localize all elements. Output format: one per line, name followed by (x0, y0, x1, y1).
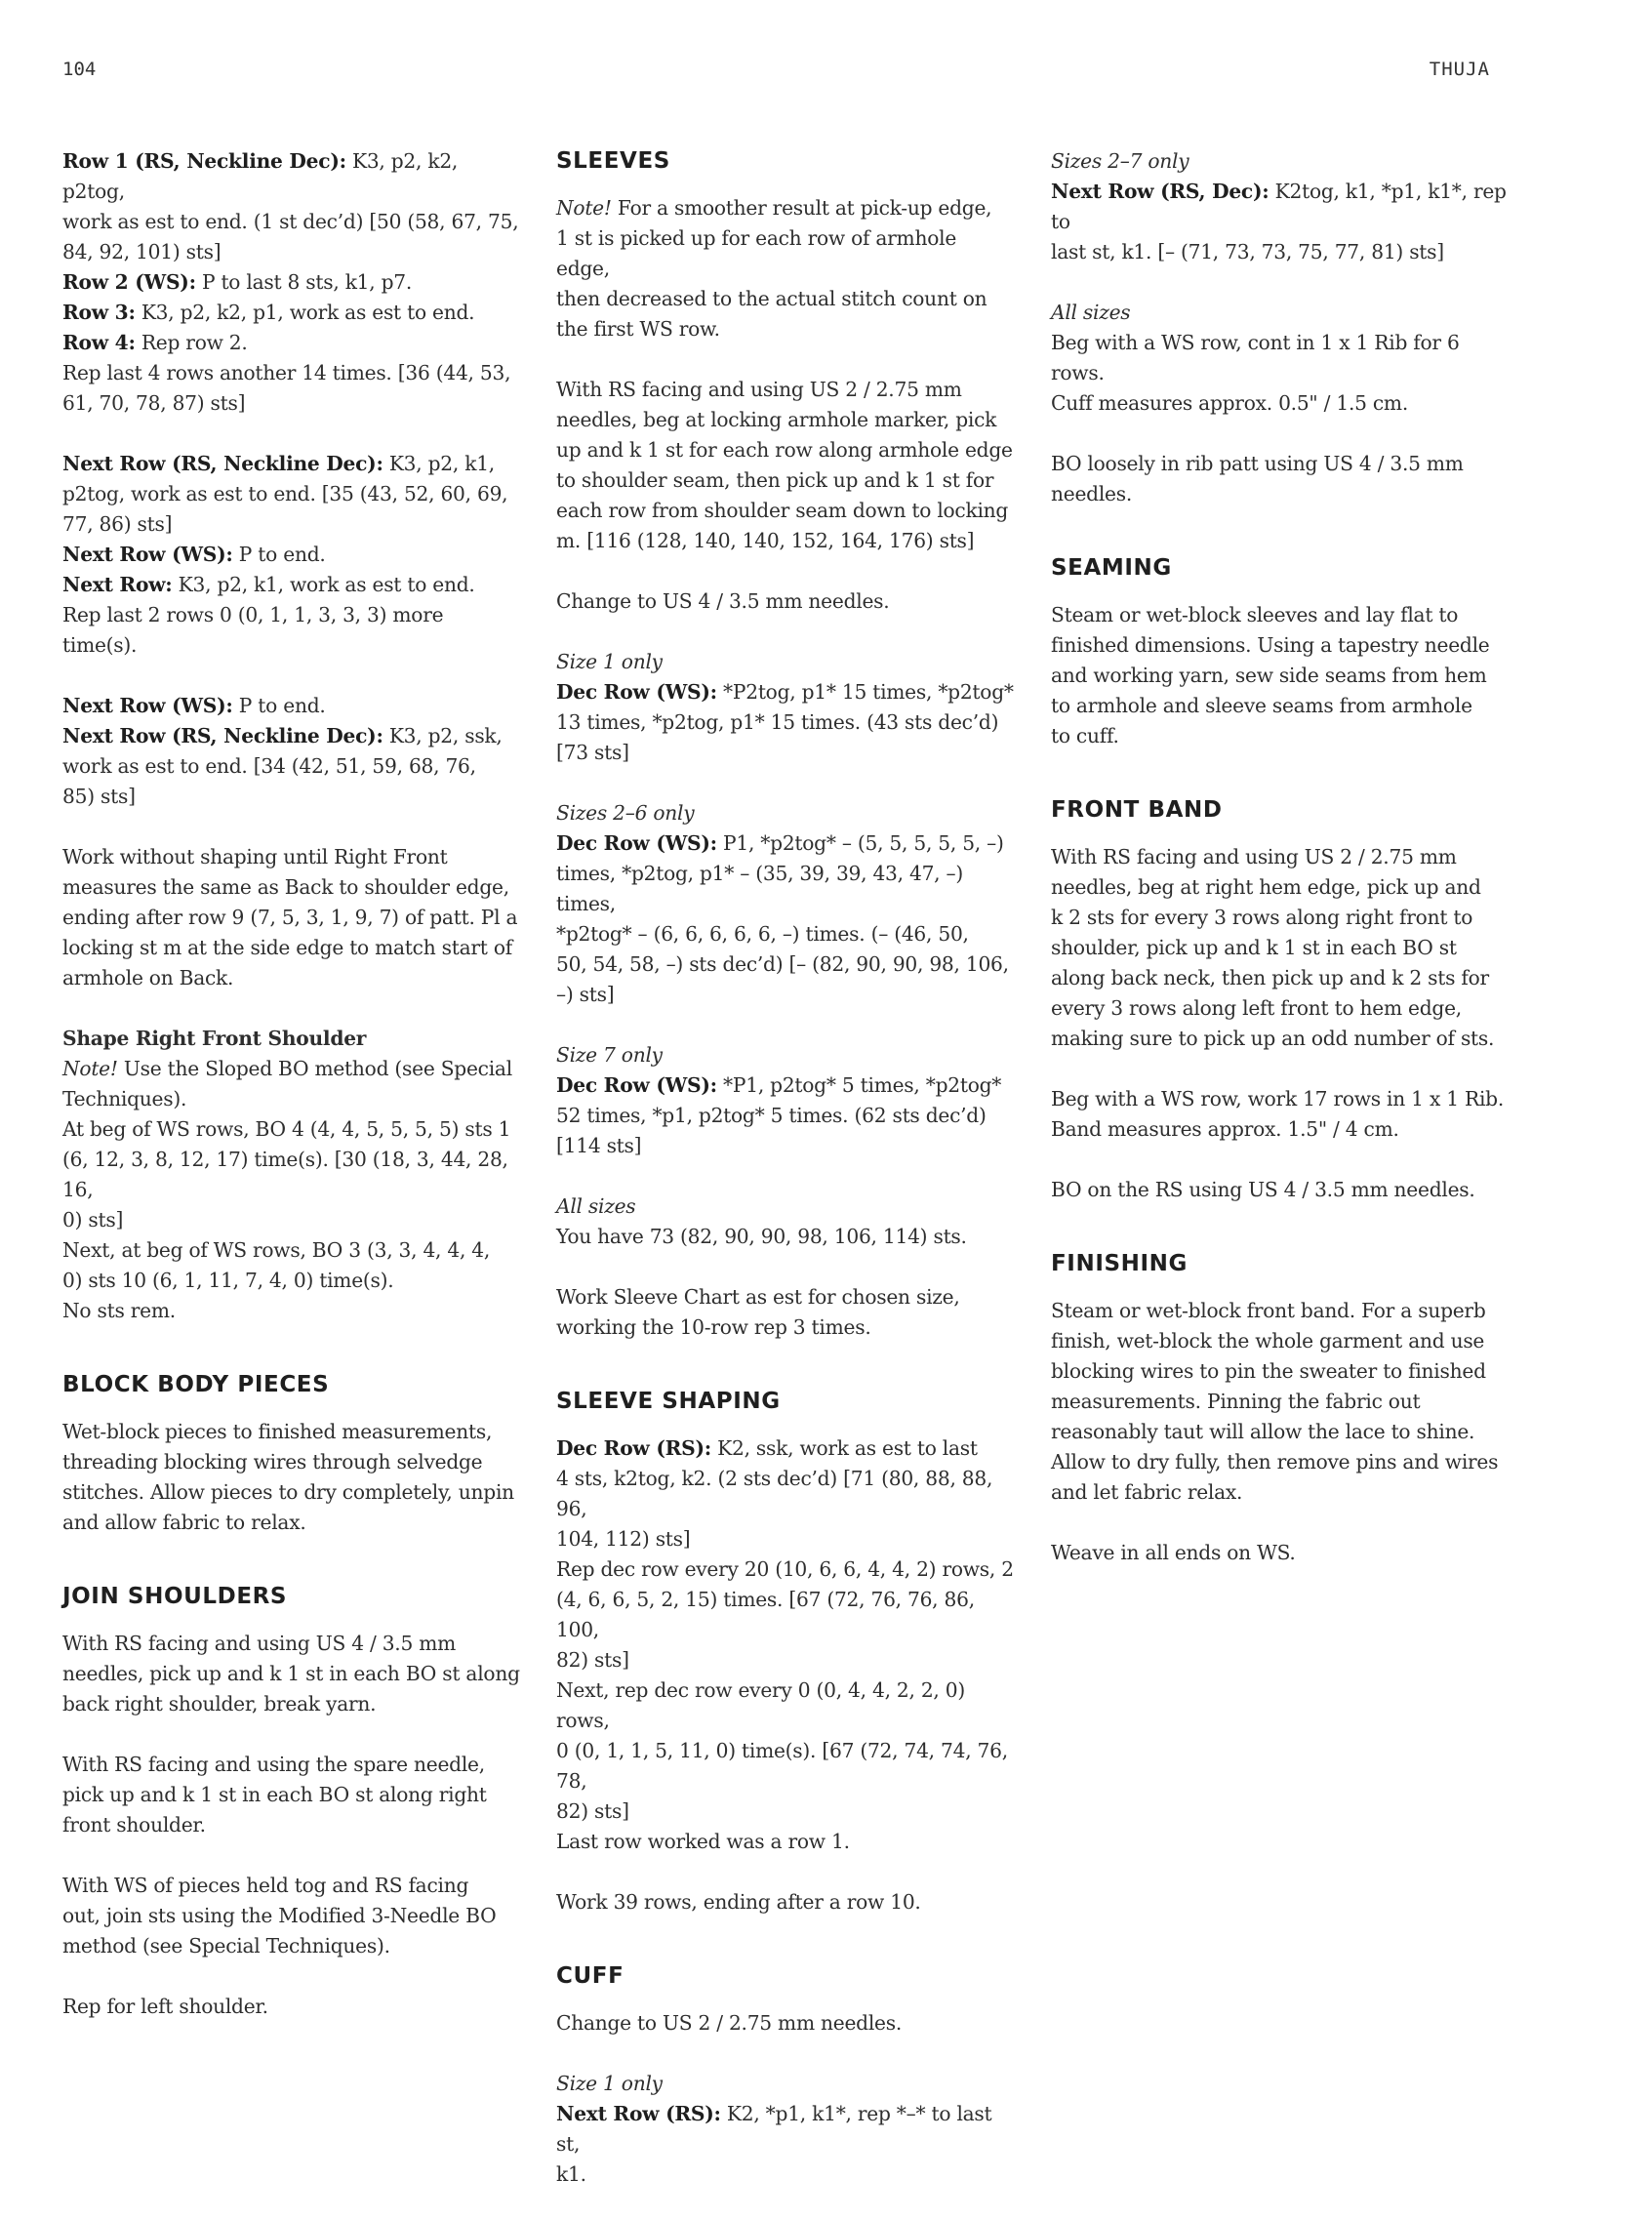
next-row-text: 77, 86) sts] (62, 512, 173, 536)
sleeve-shaping-paragraph (556, 1433, 1015, 1857)
note-text: For a smoother result at pick-up edge, (611, 196, 992, 220)
text-line: threading blocking wires through selvedge (62, 1450, 483, 1473)
size-label: Sizes 2–6 only (556, 801, 695, 825)
text-line: blocking wires to pin the sweater to finished (1051, 1359, 1486, 1383)
text-line: m. [116 (128, 140, 140, 152, 164, 176) sts] (556, 529, 975, 552)
row1-text: K3, p2, k2, p2tog, (62, 149, 459, 203)
size-label: Sizes 2–7 only (1051, 149, 1189, 173)
text-line: the first WS row. (556, 317, 720, 341)
text-line: (6, 12, 3, 8, 12, 17) time(s). [30 (18, 3, 44, 28, 16, (62, 1148, 508, 1201)
section-heading: JOIN SHOULDERS (62, 1584, 288, 1609)
join-paragraph-3 (62, 1871, 521, 1961)
text-line: to armhole and sleeve seams from armhole (1051, 694, 1472, 717)
text-line: 0 (0, 1, 1, 5, 11, 0) time(s). [67 (72, 74, 74, 76, 78, (556, 1739, 1008, 1793)
text-line: to shoulder seam, then pick up and k 1 st for (556, 468, 994, 492)
text-line: Change to US 2 / 2.75 mm needles. (556, 2011, 903, 2035)
text-line: Work 39 rows, ending after a row 10. (556, 1890, 921, 1914)
next-row-text: K2, *p1, k1*, rep *–* to last st, (556, 2102, 992, 2156)
size-2-6-section (556, 798, 1015, 1010)
work-paragraph (62, 842, 521, 993)
column-3 (1051, 146, 1510, 1598)
size-label: All sizes (1051, 301, 1131, 324)
next-row-label: Next Row (WS): (62, 694, 233, 717)
next-rows-1 (62, 449, 521, 661)
work-rows-paragraph (556, 1887, 1015, 1917)
text-line: stitches. Allow pieces to dry completely, unpin (62, 1480, 514, 1504)
text-line: k 2 sts for every 3 rows along right front to (1051, 906, 1473, 929)
text-line: Rep dec row every 20 (10, 6, 6, 4, 4, 2) rows, 2 (556, 1557, 1014, 1581)
text-line: shoulder, pick up and k 1 st in each BO st (1051, 936, 1457, 959)
row2-label: Row 2 (WS): (62, 270, 196, 294)
text-line: [73 sts] (556, 741, 629, 764)
row4-label: Row 4: (62, 331, 136, 354)
text-line: and let fabric relax. (1051, 1480, 1243, 1504)
text-line: Last row worked was a row 1. (556, 1830, 850, 1853)
cuff-all-sizes (1051, 298, 1510, 419)
dec-row-text: P1, *p2tog* – (5, 5, 5, 5, 5, –) (716, 831, 1004, 855)
size-label: Size 7 only (556, 1043, 663, 1067)
dec-row-label: Dec Row (WS): (556, 1073, 717, 1097)
text-line: You have 73 (82, 90, 90, 98, 106, 114) sts. (556, 1225, 967, 1248)
next-row-text: K3, p2, k1, (383, 452, 495, 475)
text-line: needles, beg at locking armhole marker, pick (556, 408, 997, 431)
text-line: needles. (1051, 482, 1132, 505)
text-line: With RS facing and using US 4 / 3.5 mm (62, 1632, 457, 1655)
text-line: (4, 6, 6, 5, 2, 15) times. [67 (72, 76, 76, 86, 100, (556, 1588, 975, 1641)
next-row-text: K3, p2, k1, work as est to end. (172, 573, 475, 596)
note-text: Use the Sloped BO method (see Special (117, 1057, 512, 1080)
text-line: BO loosely in rib patt using US 4 / 3.5 mm (1051, 452, 1464, 475)
text-line: BO on the RS using US 4 / 3.5 mm needles. (1051, 1178, 1475, 1201)
section-heading: SEAMING (1051, 555, 1172, 581)
size-7-section (556, 1040, 1015, 1161)
text-line: back right shoulder, break yarn. (62, 1692, 377, 1715)
next-row-text: p2tog, work as est to end. [35 (43, 52, 60, 69, (62, 482, 508, 505)
seaming-paragraph (1051, 600, 1510, 751)
next-row-label: Next Row (RS): (556, 2102, 721, 2125)
text-line: Band measures approx. 1.5" / 4 cm. (1051, 1117, 1399, 1141)
text-line: With RS facing and using the spare needle, (62, 1753, 485, 1776)
next-row-text: 85) sts] (62, 785, 136, 808)
text-line: working the 10-row rep 3 times. (556, 1315, 871, 1339)
text-line: k1. (556, 2162, 586, 2186)
column-2 (556, 146, 1015, 2220)
front-band-paragraph-2 (1051, 1084, 1510, 1145)
text-line: 52 times, *p1, p2tog* 5 times. (62 sts dec’d) (556, 1104, 987, 1127)
finishing-paragraph (1051, 1296, 1510, 1508)
next-row-label: Next Row (RS, Neckline Dec): (62, 452, 383, 475)
shape-shoulder-section (62, 1024, 521, 1326)
row1-text-c: 84, 92, 101) sts] (62, 240, 222, 263)
text-line: 1 st is picked up for each row of armhole edge, (556, 226, 957, 280)
text-line: making sure to pick up an odd number of sts. (1051, 1027, 1495, 1050)
text-line: ending after row 9 (7, 5, 3, 1, 9, 7) of patt. Pl a (62, 906, 518, 929)
sleeve-chart-paragraph (556, 1282, 1015, 1343)
next-row-label: Next Row: (62, 573, 173, 596)
text-line: Work Sleeve Chart as est for chosen size, (556, 1285, 960, 1309)
section-heading: SLEEVES (556, 148, 670, 174)
text-line: finish, wet-block the whole garment and use (1051, 1329, 1485, 1352)
sleeves-note (556, 193, 1015, 344)
rep-text-b: 61, 70, 78, 87) sts] (62, 391, 246, 415)
text-line: and working yarn, sew side seams from hem (1051, 664, 1487, 687)
next-row-text: K2tog, k1, *p1, k1*, rep to (1051, 180, 1507, 233)
next-row-label: Next Row (RS, Dec): (1051, 180, 1269, 203)
text-line: 104, 112) sts] (556, 1527, 691, 1551)
text-line: 0) sts] (62, 1208, 124, 1231)
text-line: up and k 1 st for each row along armhole edge (556, 438, 1013, 462)
next-row-text: P to end. (232, 543, 326, 566)
next-row-text: P to end. (232, 694, 326, 717)
join-paragraph-2 (62, 1750, 521, 1840)
text-line: With RS facing and using US 2 / 2.75 mm (556, 378, 962, 401)
neckline-rows (62, 146, 521, 419)
text-line: needles, beg at right hem edge, pick up and (1051, 875, 1481, 899)
text-line: *p2tog* – (6, 6, 6, 6, 6, –) times. (– (46, 50, (556, 922, 969, 946)
size-label: Size 1 only (556, 650, 663, 673)
text-line: Change to US 4 / 3.5 mm needles. (556, 589, 890, 613)
text-line: Weave in all ends on WS. (1051, 1541, 1296, 1564)
dec-row-label: Dec Row (WS): (556, 831, 717, 855)
note-label: Note! (556, 196, 612, 220)
section-heading: FRONT BAND (1051, 797, 1223, 823)
section-heading: BLOCK BODY PIECES (62, 1372, 330, 1397)
subheading: Shape Right Front Shoulder (62, 1027, 367, 1050)
dec-row-label: Dec Row (WS): (556, 680, 717, 704)
text-line: With WS of pieces held tog and RS facing (62, 1874, 469, 1897)
text-line: finished dimensions. Using a tapestry needle (1051, 633, 1490, 657)
sleeves-pickup (556, 375, 1015, 556)
text-line: measures the same as Back to shoulder edge, (62, 875, 509, 899)
text-line: to cuff. (1051, 724, 1119, 747)
text-line: With RS facing and using US 2 / 2.75 mm (1051, 845, 1457, 868)
text-line: then decreased to the actual stitch count on (556, 287, 987, 310)
next-rows-2 (62, 691, 521, 812)
text-line: armhole on Back. (62, 966, 234, 989)
row3-text: K3, p2, k2, p1, work as est to end. (135, 301, 475, 324)
sleeves-change (556, 586, 1015, 617)
text-line: 82) sts] (556, 1648, 629, 1672)
front-band-paragraph-3 (1051, 1175, 1510, 1205)
size-label: Size 1 only (556, 2072, 663, 2095)
text-line: every 3 rows along left front to hem edge, (1051, 996, 1462, 1020)
text-line: Allow to dry fully, then remove pins and wires (1051, 1450, 1499, 1473)
row3-label: Row 3: (62, 301, 136, 324)
next-row-text: work as est to end. [34 (42, 51, 59, 68, 76, (62, 754, 476, 778)
text-line: Rep for left shoulder. (62, 1995, 268, 2018)
next-row-label: Next Row (WS): (62, 543, 233, 566)
size-label: All sizes (556, 1194, 636, 1218)
size-2-7-section (1051, 146, 1510, 267)
running-title: THUJA (1429, 59, 1490, 80)
rep-text-a: Rep last 4 rows another 14 times. [36 (44, 53, (62, 361, 511, 384)
column-1 (62, 146, 521, 2052)
text-line: Work without shaping until Right Front (62, 845, 448, 868)
text-line: locking st m at the side edge to match start of (62, 936, 512, 959)
text-line: Wet-block pieces to finished measurements, (62, 1420, 493, 1443)
join-paragraph-4 (62, 1992, 521, 2022)
text-line: 0) sts 10 (6, 1, 11, 7, 4, 0) time(s). (62, 1269, 394, 1292)
text-line: 82) sts] (556, 1799, 629, 1823)
text-line: Beg with a WS row, work 17 rows in 1 x 1 Rib. (1051, 1087, 1505, 1110)
text-line: Next, at beg of WS rows, BO 3 (3, 3, 4, 4, 4, (62, 1238, 491, 1262)
text-line: method (see Special Techniques). (62, 1934, 390, 1958)
text-line: measurements. Pinning the fabric out (1051, 1390, 1421, 1413)
all-sizes-section (556, 1191, 1015, 1252)
text-line: At beg of WS rows, BO 4 (4, 4, 5, 5, 5, 5) sts 1 (62, 1117, 511, 1141)
text-line: Steam or wet-block front band. For a superb (1051, 1299, 1486, 1322)
text-line: and allow fabric to relax. (62, 1511, 306, 1534)
rep-text: Rep last 2 rows 0 (0, 1, 1, 3, 3, 3) more time(s). (62, 603, 444, 657)
text-line: Techniques). (62, 1087, 187, 1110)
page-number: 104 (62, 59, 97, 80)
block-body-paragraph (62, 1417, 521, 1538)
row1-label: Row 1 (RS, Neckline Dec): (62, 149, 346, 173)
join-paragraph-1 (62, 1629, 521, 1719)
next-row-text: K3, p2, ssk, (383, 724, 503, 747)
text-line: along back neck, then pick up and k 2 sts for (1051, 966, 1489, 989)
dec-row-label: Dec Row (RS): (556, 1436, 711, 1460)
section-heading: CUFF (556, 1963, 625, 1989)
text-line: last st, k1. [– (71, 73, 73, 75, 77, 81) sts] (1051, 240, 1444, 263)
text-line: Beg with a WS row, cont in 1 x 1 Rib for 6 rows. (1051, 331, 1460, 384)
text-line: 13 times, *p2tog, p1* 15 times. (43 sts dec’d) (556, 710, 999, 734)
row1-text-b: work as est to end. (1 st dec’d) [50 (58, 67, 75, (62, 210, 519, 233)
text-line: –) sts] (556, 983, 615, 1006)
text-line: needles, pick up and k 1 st in each BO st along (62, 1662, 520, 1685)
text-line: 4 sts, k2tog, k2. (2 sts dec’d) [71 (80, 88, 88, 96, (556, 1467, 993, 1520)
text-line: [114 sts] (556, 1134, 642, 1157)
text-line: Cuff measures approx. 0.5" / 1.5 cm. (1051, 391, 1408, 415)
cuff-change (556, 2008, 1015, 2038)
dec-row-text: K2, ssk, work as est to last (710, 1436, 978, 1460)
bo-paragraph (1051, 449, 1510, 509)
section-heading: SLEEVE SHAPING (556, 1389, 781, 1414)
text-line: each row from shoulder seam down to locking (556, 499, 1009, 522)
front-band-paragraph-1 (1051, 842, 1510, 1054)
text-line: Steam or wet-block sleeves and lay flat to (1051, 603, 1459, 626)
weave-paragraph (1051, 1538, 1510, 1568)
row2-text: P to last 8 sts, k1, p7. (195, 270, 413, 294)
text-line: reasonably taut will allow the lace to shine. (1051, 1420, 1475, 1443)
size-1-section (556, 647, 1015, 768)
section-heading: FINISHING (1051, 1251, 1188, 1276)
text-line: No sts rem. (62, 1299, 176, 1322)
text-line: Next, rep dec row every 0 (0, 4, 4, 2, 2, 0) rows, (556, 1678, 965, 1732)
dec-row-text: *P2tog, p1* 15 times, *p2tog* (716, 680, 1014, 704)
dec-row-text: *P1, p2tog* 5 times, *p2tog* (716, 1073, 1002, 1097)
text-line: front shoulder. (62, 1813, 206, 1837)
text-line: out, join sts using the Modified 3-Needle BO (62, 1904, 497, 1927)
text-line: pick up and k 1 st in each BO st along right (62, 1783, 487, 1806)
row4-text: Rep row 2. (135, 331, 248, 354)
next-row-label: Next Row (RS, Neckline Dec): (62, 724, 383, 747)
text-line: times, *p2tog, p1* – (35, 39, 39, 43, 47, –) times, (556, 862, 963, 915)
cuff-size-1 (556, 2069, 1015, 2190)
text-line: 50, 54, 58, –) sts dec’d) [– (82, 90, 90, 98, 106, (556, 952, 1009, 976)
note-label: Note! (62, 1057, 118, 1080)
